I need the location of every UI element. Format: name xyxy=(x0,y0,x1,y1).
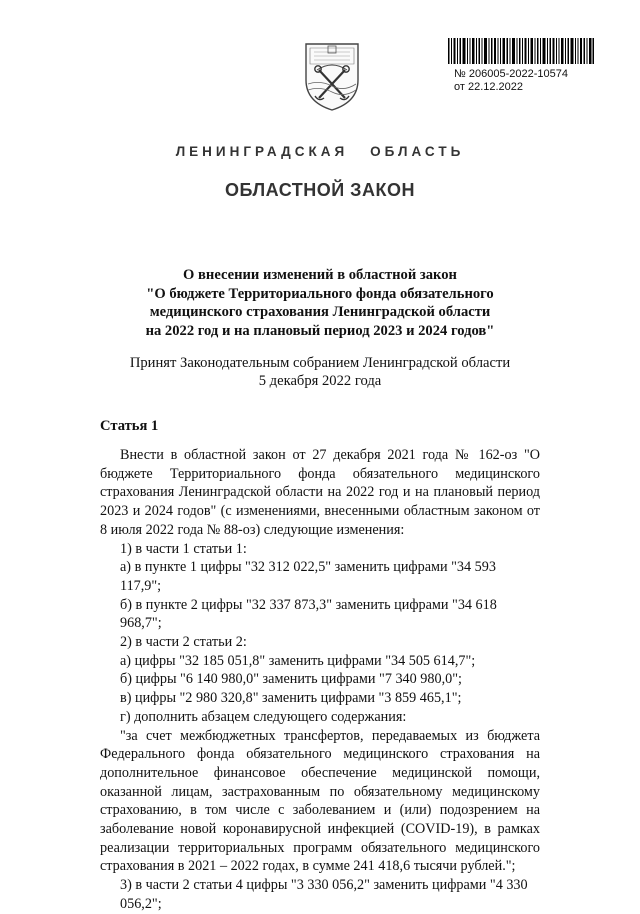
law-title-line: "О бюджете Территориального фонда обязательного xyxy=(146,285,494,302)
law-title-line: медицинского страхования Ленинградской области xyxy=(149,304,491,320)
adoption-date: 5 декабря 2022 года xyxy=(258,373,382,389)
article-item: г) дополнить абзацем следующего содержания: xyxy=(120,708,407,725)
article-item: 3) в части 2 статьи 4 цифры "3 330 056,2" заменить цифрами "4 330 056,2"; xyxy=(120,877,528,912)
article-item: а) цифры "32 185 051,8" заменить цифрами "34 505 614,7"; xyxy=(120,652,476,669)
article-intro: Внести в областной закон от 27 декабря 2021 года № 162-оз "О бюджете Территориального фонда обязательного медицинского страхования Ленинградской области на 2022 год и на плановый период 2023 и 2024 годов" (с изменениями, внесенными областным законом от 8 июля 2022 года № 88-оз) следующие изменения: xyxy=(100,447,540,538)
law-title-line: О внесении изменений в областной закон xyxy=(183,267,457,283)
article-item: 1) в части 1 статьи 1: xyxy=(120,540,247,557)
article-item: в) цифры "2 980 320,8" заменить цифрами "3 859 465,1"; xyxy=(120,690,462,707)
article-item: а) в пункте 1 цифры "32 312 022,5" заменить цифрами "34 593 117,9"; xyxy=(120,559,496,594)
article-item: 2) в части 2 статьи 2: xyxy=(120,634,247,651)
registration-date: от 22.12.2022 xyxy=(454,81,524,93)
article-body xyxy=(100,446,540,914)
registration-block xyxy=(448,38,598,94)
law-title xyxy=(80,266,560,340)
article-item: б) в пункте 2 цифры "32 337 873,3" заменить цифрами "34 618 968,7"; xyxy=(120,596,497,632)
region-name xyxy=(0,144,640,159)
region-name-word-1: ЛЕНИНГРАДСКАЯ xyxy=(175,144,349,159)
article-heading: Статья 1 xyxy=(100,418,159,434)
registration-number: № 206005-2022-10574 xyxy=(454,68,568,80)
article-item: б) цифры "6 140 980,0" заменить цифрами "7 340 980,0"; xyxy=(120,671,462,688)
barcode xyxy=(448,38,594,64)
adoption-note xyxy=(80,354,560,390)
law-title-line: на 2022 год и на плановый период 2023 и 2024 годов" xyxy=(145,322,495,339)
document-type: ОБЛАСТНОЙ ЗАКОН xyxy=(225,180,415,200)
region-name-word-2: ОБЛАСТЬ xyxy=(370,144,465,159)
coat-of-arms-emblem xyxy=(302,40,362,112)
quoted-paragraph: "за счет межбюджетных трансфертов, передаваемых из бюджета Федерального фонда обязательного медицинского страхования на дополнительное финансовое обеспечение медицинской помощи, оказанной лицам, застрахованным по обязательному медицинскому страхованию, в том числе с заболеванием и (или) подозрением на заболевание новой коронавирусной инфекцией (COVID-19), в рамках реализации территориальных программ обязательного медицинского страхования в 2021 – 2022 годах, в сумме 241 418,6 тысячи рублей."; xyxy=(100,727,540,875)
adoption-body: Принят Законодательным собранием Ленинградской области xyxy=(129,355,511,371)
